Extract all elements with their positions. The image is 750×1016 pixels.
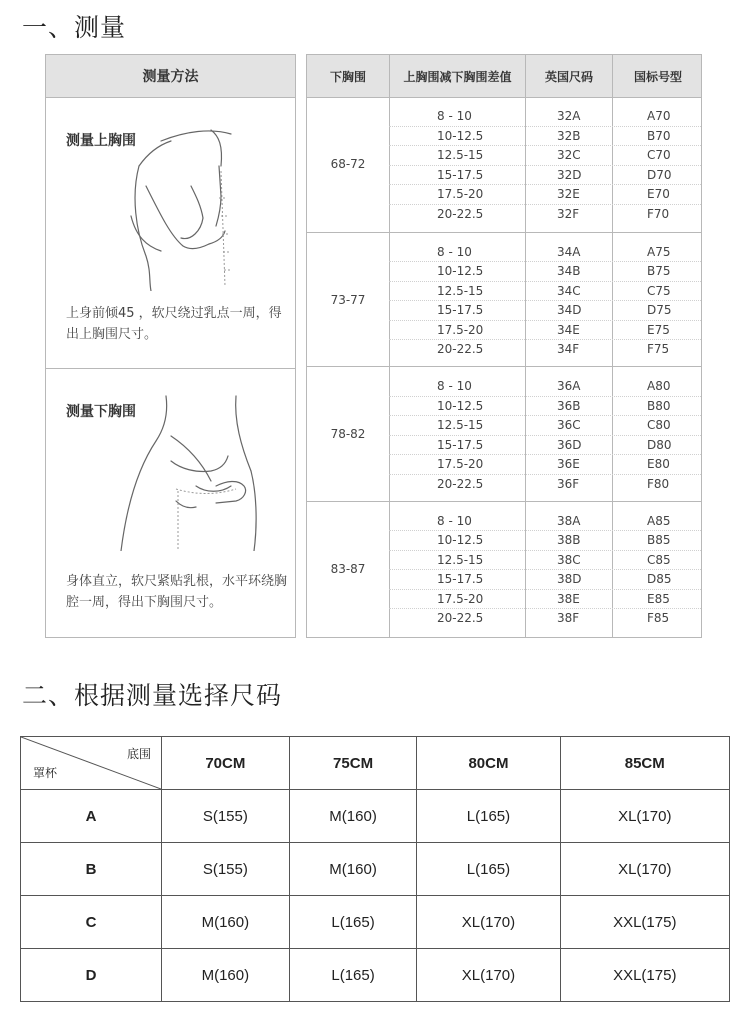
under-bust-range: 73-77: [330, 292, 366, 307]
size-cell: XL(170): [560, 790, 729, 843]
cn-size-cell: B85: [647, 533, 671, 547]
uk-size-cell: 38E: [557, 591, 580, 606]
size-row: [307, 551, 701, 570]
difference-cell: 8 - 10: [437, 379, 472, 393]
corner-cell: [21, 737, 162, 790]
uk-size-cell: 38D: [557, 572, 582, 586]
difference-cell: 12.5-15: [437, 418, 484, 432]
uk-size-cell: 32F: [557, 206, 580, 221]
band-80: 80CM: [417, 737, 560, 790]
size-row: [307, 475, 701, 494]
uk-size-cell: 34E: [557, 322, 580, 337]
difference-cell: 17.5-20: [437, 322, 484, 337]
size-row: [307, 512, 701, 531]
difference-cell: 15-17.5: [437, 437, 484, 452]
lower-bust-section: [46, 368, 295, 639]
uk-size-cell: 34F: [557, 342, 580, 356]
uk-size-cell: 36E: [557, 457, 580, 471]
size-row: [307, 570, 701, 589]
choose-size-table: [20, 736, 730, 1002]
difference-cell: 10-12.5: [437, 533, 484, 547]
size-row: [307, 321, 701, 340]
cup-row-a: [21, 790, 730, 843]
uk-size-cell: 38A: [557, 513, 581, 528]
cn-size-cell: D70: [647, 167, 672, 182]
header-cn-size: 国标号型: [633, 69, 682, 84]
cn-size-cell: E85: [647, 591, 670, 606]
under-bust-range: 83-87: [330, 561, 366, 576]
uk-size-cell: 34B: [557, 264, 581, 278]
cn-size-cell: A70: [647, 109, 671, 123]
cup-label: A: [21, 790, 162, 843]
size-row: [307, 282, 701, 301]
size-row: [307, 243, 701, 262]
cn-size-cell: C80: [647, 418, 671, 432]
size-cell: L(165): [417, 843, 560, 896]
cn-size-cell: E70: [647, 187, 670, 201]
cup-label: D: [21, 949, 162, 1002]
size-cell: M(160): [289, 790, 417, 843]
header-uk-size: 英国尺码: [544, 69, 593, 84]
method-header: 测量方法: [46, 55, 295, 98]
difference-cell: 17.5-20: [437, 591, 484, 606]
size-cell: M(160): [162, 896, 290, 949]
cn-size-cell: F80: [647, 476, 670, 491]
cn-size-cell: A85: [647, 513, 671, 528]
size-row: [307, 377, 701, 396]
cn-size-cell: F70: [647, 206, 670, 221]
size-cell: XL(170): [417, 896, 560, 949]
under-bust-range: 78-82: [330, 427, 366, 442]
uk-size-cell: 36F: [557, 476, 580, 491]
cn-size-cell: C75: [647, 283, 671, 298]
cn-size-cell: D75: [647, 303, 672, 317]
uk-size-cell: 38F: [557, 611, 580, 625]
band-85: 85CM: [560, 737, 729, 790]
difference-cell: 10-12.5: [437, 264, 484, 278]
difference-cell: 8 - 10: [437, 244, 472, 259]
uk-size-cell: 36B: [557, 398, 581, 413]
uk-size-cell: 32E: [557, 187, 580, 201]
size-row: [307, 609, 701, 628]
size-cell: L(165): [417, 790, 560, 843]
difference-cell: 15-17.5: [437, 303, 484, 317]
cn-size-cell: E75: [647, 322, 670, 337]
size-row: [307, 531, 701, 550]
size-group: [307, 366, 701, 502]
upper-bust-illustration: [91, 126, 241, 291]
cup-row-c: [21, 896, 730, 949]
uk-size-cell: 32B: [557, 128, 581, 143]
cn-size-cell: C70: [647, 148, 671, 162]
cn-size-cell: B80: [647, 398, 671, 413]
size-table: [306, 54, 702, 638]
choose-table-header-row: [21, 737, 730, 790]
uk-size-cell: 32D: [557, 167, 582, 182]
difference-cell: 17.5-20: [437, 457, 484, 471]
size-row: [307, 436, 701, 455]
size-cell: XL(170): [560, 843, 729, 896]
uk-size-cell: 36A: [557, 379, 581, 393]
size-cell: M(160): [289, 843, 417, 896]
cn-size-cell: D85: [647, 572, 672, 586]
difference-cell: 17.5-20: [437, 187, 484, 201]
corner-cup-label: 罩杯: [33, 766, 58, 780]
size-row: [307, 107, 701, 126]
size-cell: S(155): [162, 843, 290, 896]
difference-cell: 20-22.5: [437, 342, 484, 356]
corner-band-label: 底围: [126, 747, 151, 761]
size-row: [307, 205, 701, 224]
uk-size-cell: 34C: [557, 283, 581, 298]
difference-cell: 20-22.5: [437, 206, 484, 221]
size-cell: S(155): [162, 790, 290, 843]
upper-bust-section: [46, 98, 295, 368]
difference-cell: 8 - 10: [437, 109, 472, 123]
size-table-header: [307, 55, 701, 98]
uk-size-cell: 36C: [557, 418, 581, 432]
size-group: [307, 232, 701, 368]
size-row: [307, 262, 701, 281]
size-row: [307, 455, 701, 474]
cup-row-b: [21, 843, 730, 896]
size-group: [307, 97, 701, 232]
difference-cell: 12.5-15: [437, 283, 484, 298]
size-cell: XL(170): [417, 949, 560, 1002]
difference-cell: 15-17.5: [437, 167, 484, 182]
uk-size-cell: 34D: [557, 303, 582, 317]
difference-cell: 15-17.5: [437, 572, 484, 586]
difference-cell: 8 - 10: [437, 513, 472, 528]
cn-size-cell: F85: [647, 611, 670, 625]
lower-bust-desc: 身体直立，软尺紧贴乳根，水平环绕胸腔一周，得出下胸围尺寸。: [66, 574, 288, 610]
cn-size-cell: A75: [647, 244, 671, 259]
uk-size-cell: 38B: [557, 533, 581, 547]
header-difference: 上胸围减下胸围差值: [403, 69, 512, 84]
cup-row-d: [21, 949, 730, 1002]
header-under-bust: 下胸围: [329, 69, 366, 84]
difference-cell: 12.5-15: [437, 552, 484, 567]
size-cell: L(165): [289, 896, 417, 949]
section-1-title: 一、测量: [22, 13, 127, 42]
measure-method-panel: [45, 54, 296, 638]
cn-size-cell: F75: [647, 342, 670, 356]
difference-cell: 10-12.5: [437, 128, 484, 143]
size-row: [307, 185, 701, 204]
section-2-title: 二、根据测量选择尺码: [22, 681, 283, 710]
uk-size-cell: 34A: [557, 244, 581, 259]
size-row: [307, 416, 701, 435]
band-70: 70CM: [162, 737, 290, 790]
upper-bust-desc: 上身前倾45 ，软尺绕过乳点一周，得出上胸围尺寸。: [66, 306, 282, 342]
size-row: [307, 397, 701, 416]
difference-cell: 20-22.5: [437, 476, 484, 491]
size-row: [307, 340, 701, 359]
lower-bust-illustration: [116, 391, 266, 551]
size-cell: M(160): [162, 949, 290, 1002]
size-row: [307, 166, 701, 185]
difference-cell: 12.5-15: [437, 148, 484, 162]
cn-size-cell: C85: [647, 552, 671, 567]
cn-size-cell: E80: [647, 457, 670, 471]
size-cell: XXL(175): [560, 949, 729, 1002]
band-75: 75CM: [289, 737, 417, 790]
cup-label: C: [21, 896, 162, 949]
uk-size-cell: 32C: [557, 148, 581, 162]
size-cell: L(165): [289, 949, 417, 1002]
cn-size-cell: B70: [647, 128, 671, 143]
size-cell: XXL(175): [560, 896, 729, 949]
cn-size-cell: D80: [647, 437, 672, 452]
upper-bust-title: 测量上胸围: [66, 133, 136, 149]
cup-label: B: [21, 843, 162, 896]
uk-size-cell: 38C: [557, 552, 581, 567]
uk-size-cell: 36D: [557, 437, 582, 452]
cn-size-cell: B75: [647, 264, 671, 278]
size-row: [307, 146, 701, 165]
size-row: [307, 127, 701, 146]
uk-size-cell: 32A: [557, 109, 581, 123]
difference-cell: 10-12.5: [437, 398, 484, 413]
size-group: [307, 501, 701, 637]
size-row: [307, 590, 701, 609]
under-bust-range: 68-72: [330, 157, 366, 172]
lower-bust-title: 测量下胸围: [66, 404, 136, 420]
difference-cell: 20-22.5: [437, 611, 484, 625]
size-row: [307, 301, 701, 320]
cn-size-cell: A80: [647, 379, 671, 393]
